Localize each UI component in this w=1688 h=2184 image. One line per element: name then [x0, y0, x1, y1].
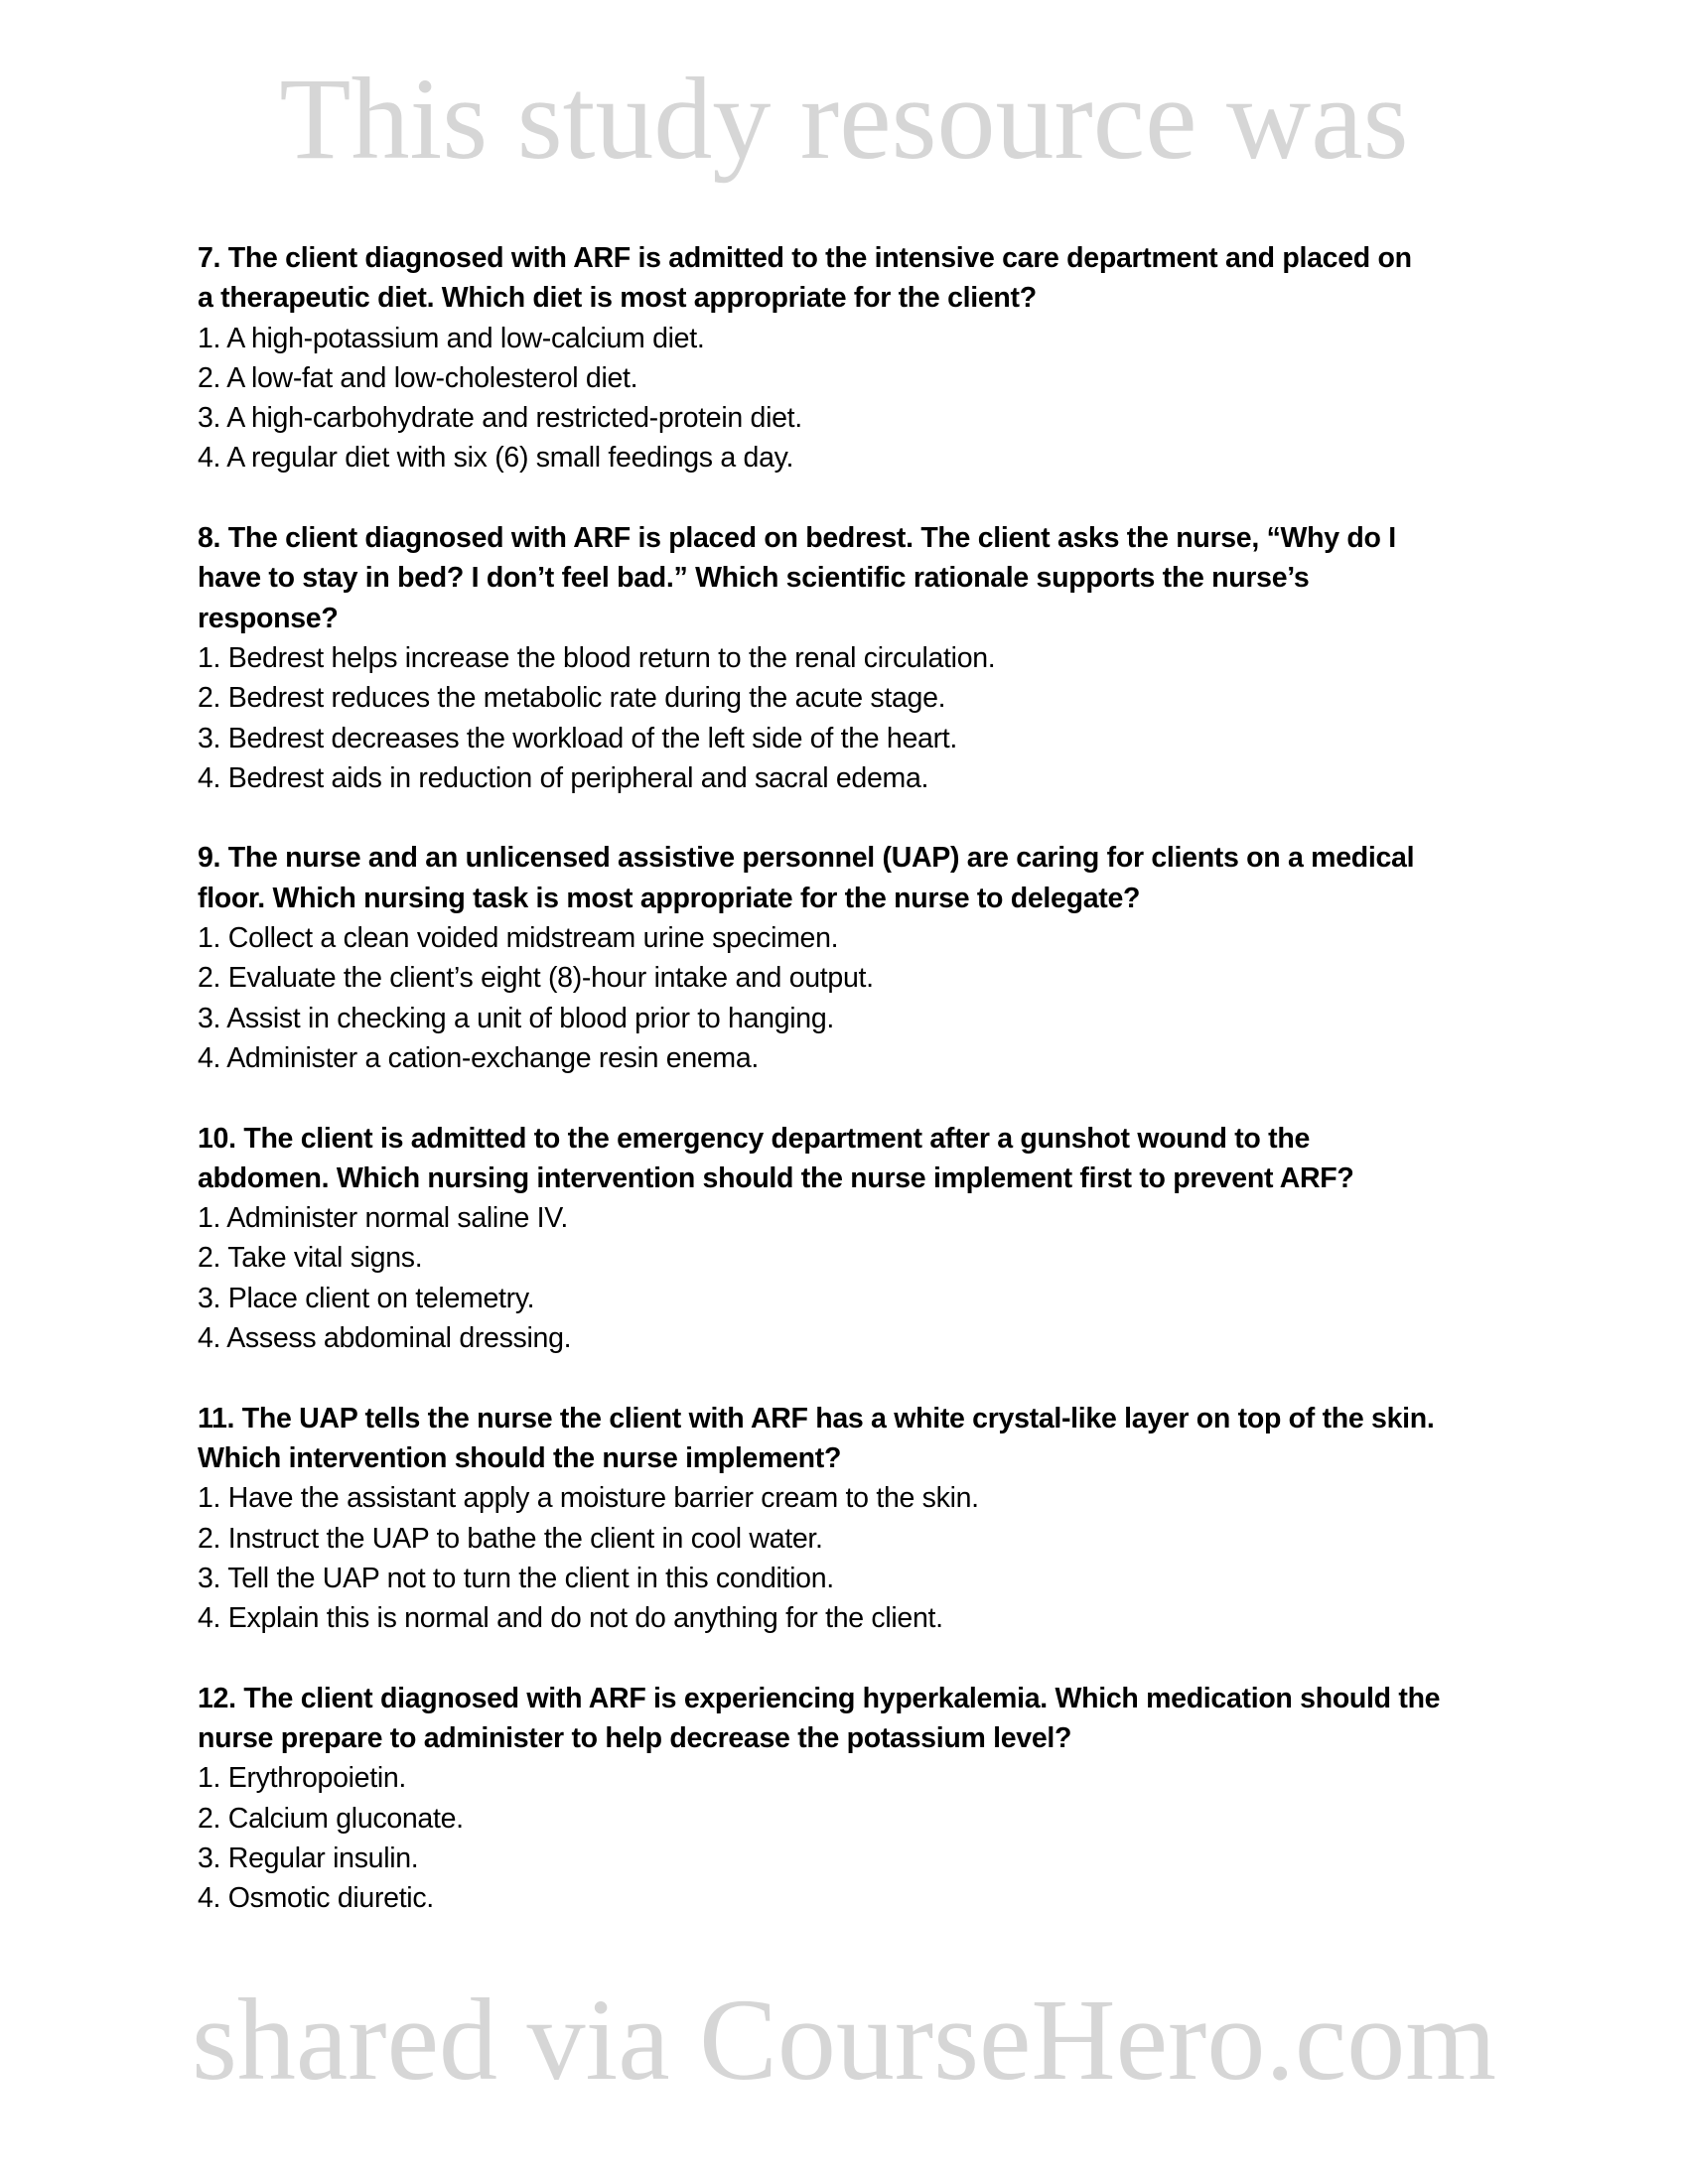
answer-option: 3. Tell the UAP not to turn the client in this condition. [198, 1562, 834, 1594]
answer-option: 2. Bedrest reduces the metabolic rate during the acute stage. [198, 682, 946, 715]
answer-option: 3. Regular insulin. [198, 1842, 419, 1874]
answer-option: 1. Have the assistant apply a moisture barrier cream to the skin. [198, 1482, 979, 1515]
answer-option: 4. Administer a cation-exchange resin enema. [198, 1041, 760, 1074]
answer-option: 4. Osmotic diuretic. [198, 1882, 434, 1915]
answer-option: 4. Bedrest aids in reduction of peripheral and sacral edema. [198, 761, 929, 794]
answer-option: 1. Erythropoietin. [198, 1762, 407, 1795]
question-block [198, 1399, 1508, 1639]
question-stem-line: 9. The nurse and an unlicensed assistive personnel (UAP) are caring for clients on a medical [198, 842, 1415, 875]
answer-option: 2. Instruct the UAP to bathe the client in cool water. [198, 1522, 823, 1555]
answer-option: 2. Evaluate the client’s eight (8)-hour intake and output. [198, 962, 874, 995]
answer-option: 1. Administer normal saline IV. [198, 1202, 569, 1235]
answer-option: 3. Assist in checking a unit of blood prior to hanging. [198, 1002, 834, 1034]
question-stem-line: nurse prepare to administer to help decrease the potassium level? [198, 1721, 1072, 1754]
answer-option: 3. Place client on telemetry. [198, 1282, 535, 1314]
question-stem-line: abdomen. Which nursing intervention should the nurse implement first to prevent ARF? [198, 1161, 1354, 1194]
question-block [198, 1119, 1508, 1359]
answer-option: 1. Collect a clean voided midstream urine specimen. [198, 922, 839, 955]
question-block [198, 518, 1508, 798]
question-stem-line: Which intervention should the nurse implement? [198, 1441, 842, 1474]
answer-option: 1. A high-potassium and low-calcium diet. [198, 322, 705, 354]
document-body [198, 238, 1508, 1959]
question-stem-line: 11. The UAP tells the nurse the client with ARF has a white crystal-like layer on top of the skin. [198, 1402, 1435, 1434]
question-block [198, 838, 1508, 1078]
question-stem-line: 7. The client diagnosed with ARF is admitted to the intensive care department and placed on [198, 242, 1412, 274]
answer-option: 1. Bedrest helps increase the blood return to the renal circulation. [198, 641, 996, 674]
question-block [198, 238, 1508, 478]
answer-option: 3. Bedrest decreases the workload of the left side of the heart. [198, 722, 958, 754]
answer-option: 2. A low-fat and low-cholesterol diet. [198, 361, 638, 394]
answer-option: 4. Explain this is normal and do not do anything for the client. [198, 1602, 943, 1635]
question-block [198, 1679, 1508, 1919]
answer-option: 2. Take vital signs. [198, 1242, 423, 1275]
question-stem-line: 12. The client diagnosed with ARF is experiencing hyperkalemia. Which medication should the [198, 1682, 1441, 1714]
question-stem-line: floor. Which nursing task is most appropriate for the nurse to delegate? [198, 882, 1141, 914]
answer-option: 4. A regular diet with six (6) small feedings a day. [198, 442, 794, 475]
question-stem-line: 10. The client is admitted to the emergency department after a gunshot wound to the [198, 1122, 1311, 1155]
answer-option: 3. A high-carbohydrate and restricted-protein diet. [198, 402, 802, 435]
question-stem-line: 8. The client diagnosed with ARF is placed on bedrest. The client asks the nurse, “Why do I [198, 522, 1396, 555]
watermark-line-1: This study resource was [279, 54, 1409, 184]
question-stem-line: a therapeutic diet. Which diet is most appropriate for the client? [198, 282, 1037, 315]
answer-option: 2. Calcium gluconate. [198, 1802, 464, 1835]
question-stem-line: have to stay in bed? I don’t feel bad.” Which scientific rationale supports the nurse’s [198, 562, 1310, 595]
question-stem-line: response? [198, 602, 339, 634]
watermark-line-2: shared via CourseHero.com [192, 1975, 1496, 2105]
answer-option: 4. Assess abdominal dressing. [198, 1322, 572, 1355]
